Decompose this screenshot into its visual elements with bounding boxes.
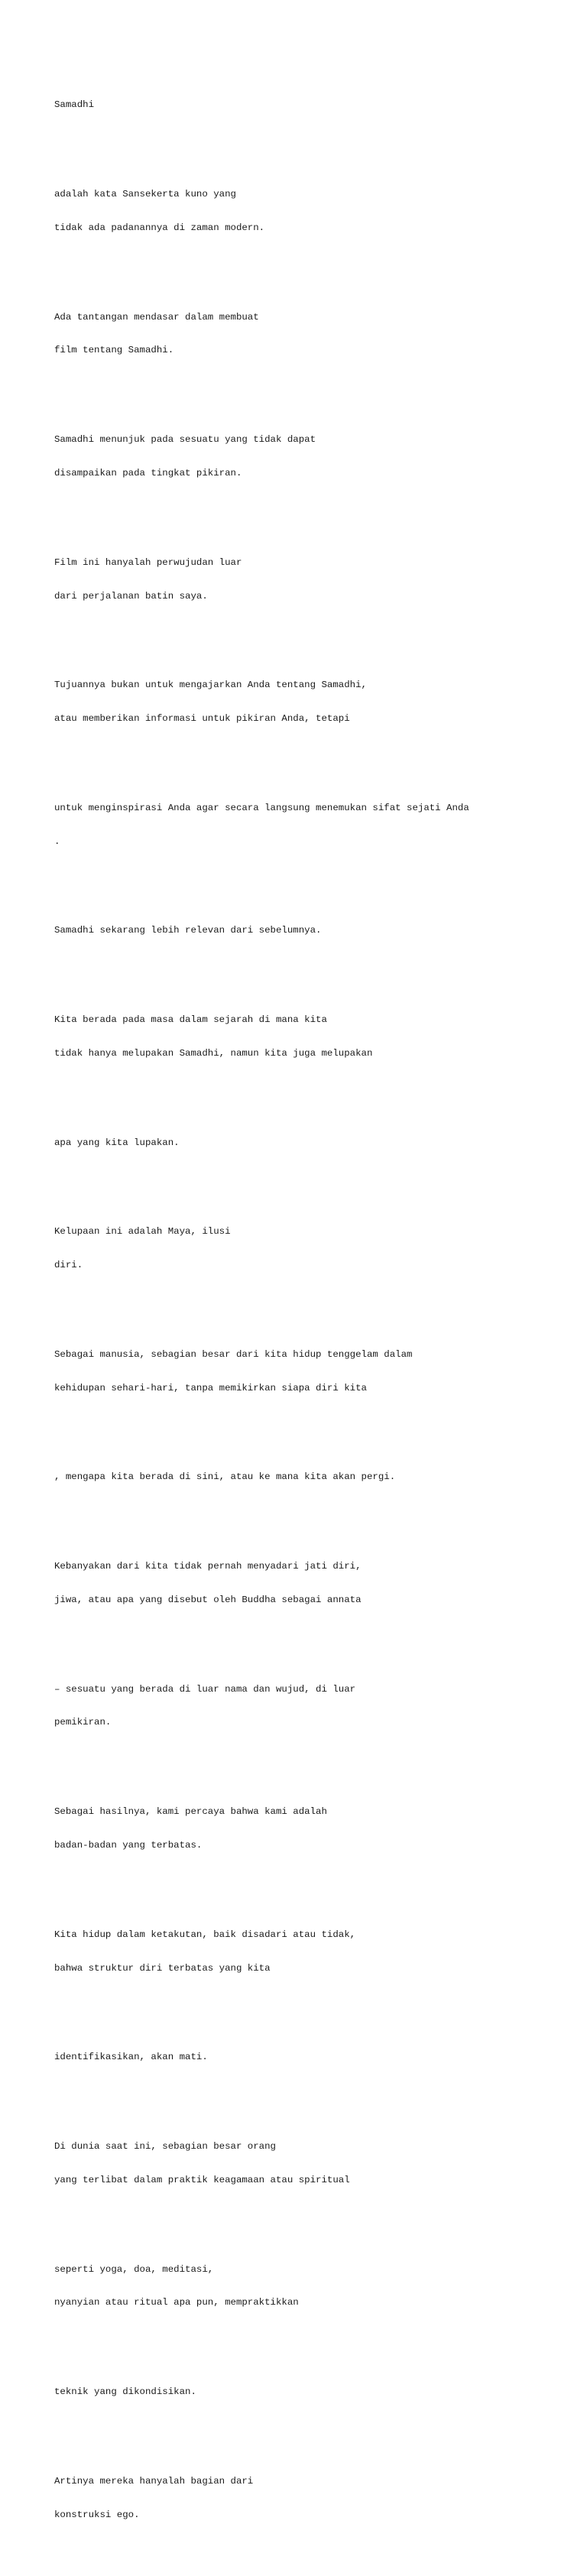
text-line: film tentang Samadhi. bbox=[54, 345, 174, 356]
text-line: , mengapa kita berada di sini, atau ke mana kita akan pergi. bbox=[54, 1471, 396, 1483]
text-line: yang terlibat dalam praktik keagamaan atau spiritual bbox=[54, 2174, 350, 2185]
paragraph bbox=[54, 289, 574, 378]
text-line: Kita hidup dalam ketakutan, baik disadari atau tidak, bbox=[54, 1929, 356, 1940]
document-body bbox=[54, 55, 574, 2576]
text-line: Kita berada pada masa dalam sejarah di mana kita bbox=[54, 1014, 327, 1026]
paragraph bbox=[54, 2241, 574, 2331]
text-line: Kebanyakan dari kita tidak pernah menyadari jati diri, bbox=[54, 1561, 362, 1572]
text-line: Film ini hanyalah perwujudan luar bbox=[54, 556, 242, 568]
paragraph bbox=[54, 903, 574, 959]
paragraph bbox=[54, 1204, 574, 1293]
text-line: jiwa, atau apa yang disebut oleh Buddha sebagai annata bbox=[54, 1594, 362, 1605]
text-line: seperti yoga, doa, meditasi, bbox=[54, 2263, 214, 2275]
text-line: Ada tantangan mendasar dalam membuat bbox=[54, 311, 259, 323]
text-line: dari perjalanan batin saya. bbox=[54, 590, 208, 602]
text-line: kehidupan sehari-hari, tanpa memikirkan siapa diri kita bbox=[54, 1382, 367, 1393]
paragraph bbox=[54, 535, 574, 625]
text-line: badan-badan yang terbatas. bbox=[54, 1840, 203, 1851]
text-line: Di dunia saat ini, sebagian besar orang bbox=[54, 2141, 276, 2153]
paragraph bbox=[54, 2364, 574, 2420]
paragraph bbox=[54, 1662, 574, 1751]
paragraph bbox=[54, 2454, 574, 2543]
text-line: . bbox=[54, 835, 60, 847]
paragraph bbox=[54, 1907, 574, 1997]
text-line: Artinya mereka hanyalah bagian dari bbox=[54, 2475, 254, 2487]
text-line: apa yang kita lupakan. bbox=[54, 1137, 180, 1148]
text-line: atau memberikan informasi untuk pikiran Anda, tetapi bbox=[54, 713, 350, 725]
text-line: Samadhi bbox=[54, 99, 95, 111]
paragraph bbox=[54, 1449, 574, 1505]
text-line: identifikasikan, akan mati. bbox=[54, 2052, 208, 2063]
text-line: diri. bbox=[54, 1260, 83, 1271]
text-line: tidak ada padanannya di zaman modern. bbox=[54, 222, 265, 233]
text-line: – sesuatu yang berada di luar nama dan wujud, di luar bbox=[54, 1683, 356, 1695]
paragraph bbox=[54, 1327, 574, 1416]
paragraph bbox=[54, 2119, 574, 2208]
text-line: Kelupaan ini adalah Maya, ilusi bbox=[54, 1226, 231, 1238]
paragraph bbox=[54, 1784, 574, 1874]
text-line: Sebagai manusia, sebagian besar dari kita hidup tenggelam dalam bbox=[54, 1348, 413, 1360]
text-line: Sebagai hasilnya, kami percaya bahwa kami adalah bbox=[54, 1806, 327, 1818]
text-line: adalah kata Sansekerta kuno yang bbox=[54, 189, 236, 200]
text-line: bahwa struktur diri terbatas yang kita bbox=[54, 1962, 271, 1974]
text-line: untuk menginspirasi Anda agar secara langsung menemukan sifat sejati Anda bbox=[54, 802, 469, 813]
text-line: pemikiran. bbox=[54, 1717, 112, 1728]
paragraph bbox=[54, 780, 574, 870]
paragraph bbox=[54, 1114, 574, 1170]
text-line: nyanyian atau ritual apa pun, mempraktikkan bbox=[54, 2297, 299, 2308]
paragraph bbox=[54, 992, 574, 1082]
document-title bbox=[54, 77, 574, 133]
text-line: Tujuannya bukan untuk mengajarkan Anda tentang Samadhi, bbox=[54, 680, 367, 691]
paragraph bbox=[54, 167, 574, 256]
text-line: Samadhi sekarang lebih relevan dari sebelumnya. bbox=[54, 925, 322, 936]
text-line: tidak hanya melupakan Samadhi, namun kita juga melupakan bbox=[54, 1047, 373, 1059]
text-line: disampaikan pada tingkat pikiran. bbox=[54, 467, 242, 479]
paragraph bbox=[54, 1539, 574, 1628]
text-line: konstruksi ego. bbox=[54, 2509, 140, 2520]
text-line: Samadhi menunjuk pada sesuatu yang tidak dapat bbox=[54, 434, 316, 446]
paragraph bbox=[54, 412, 574, 501]
text-line: teknik yang dikondisikan. bbox=[54, 2386, 196, 2398]
paragraph bbox=[54, 657, 574, 747]
paragraph bbox=[54, 2029, 574, 2085]
